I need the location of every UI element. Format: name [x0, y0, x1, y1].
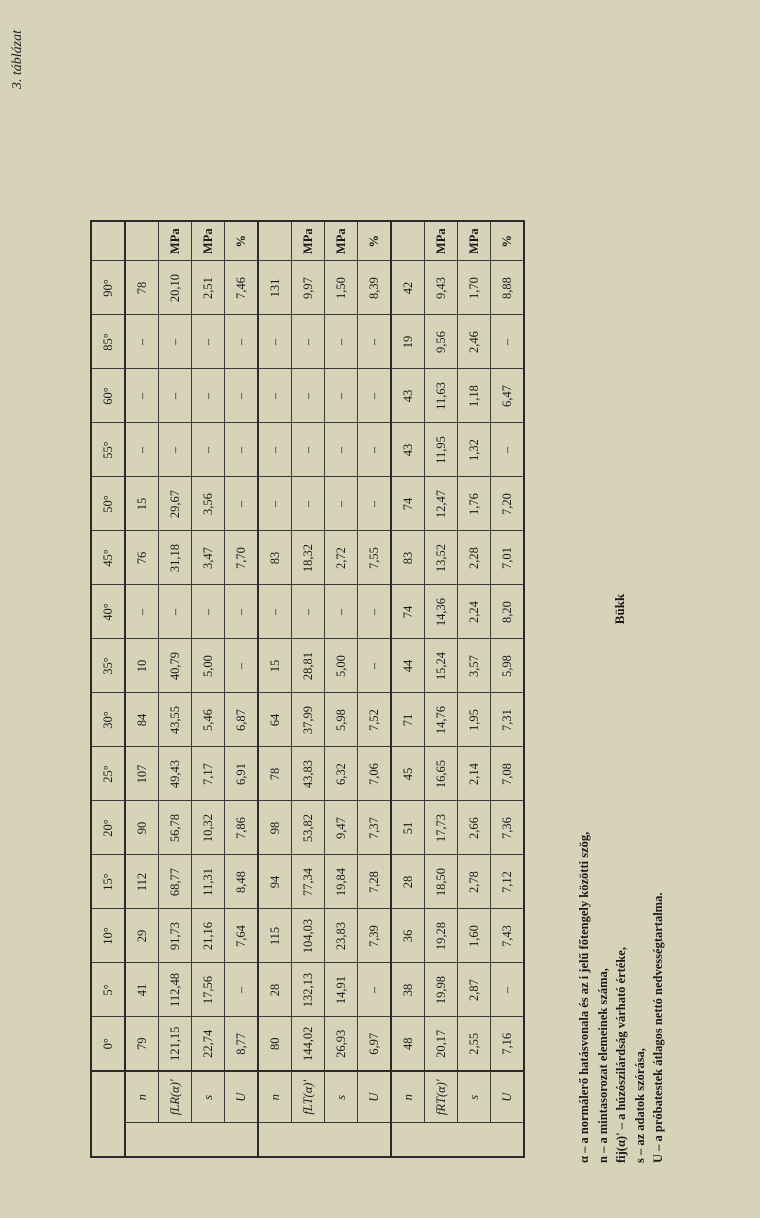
value-cell: 26,93 [325, 1017, 358, 1071]
unit-cell: MPa [458, 221, 491, 261]
table-row [192, 221, 225, 1157]
value-cell: 2,78 [458, 855, 491, 909]
unit-cell: % [491, 221, 525, 261]
value-cell: 2,55 [458, 1017, 491, 1071]
unit-cell: MPa [292, 221, 325, 261]
value-cell: 83 [258, 531, 292, 585]
unit-header [91, 221, 125, 261]
table-row [491, 221, 525, 1157]
value-cell: – [225, 315, 259, 369]
value-cell: 7,31 [491, 693, 525, 747]
unit-cell: % [358, 221, 392, 261]
value-cell: 29 [125, 909, 159, 963]
angle-header: 50° [91, 477, 125, 531]
value-cell: – [491, 423, 525, 477]
value-cell: 7,08 [491, 747, 525, 801]
value-cell: 10,32 [192, 801, 225, 855]
value-cell: 43 [391, 369, 425, 423]
value-cell: – [325, 315, 358, 369]
value-cell: – [225, 369, 259, 423]
value-cell: 2,14 [458, 747, 491, 801]
value-cell: 43,83 [292, 747, 325, 801]
angle-header: 10° [91, 909, 125, 963]
unit-cell [258, 221, 292, 261]
value-cell: 91,73 [159, 909, 192, 963]
value-cell: 12,47 [425, 477, 458, 531]
value-cell: 56,78 [159, 801, 192, 855]
value-cell: 84 [125, 693, 159, 747]
row-label: fLT(α)' [292, 1071, 325, 1123]
value-cell: 37,99 [292, 693, 325, 747]
value-cell: – [358, 585, 392, 639]
value-cell: – [258, 585, 292, 639]
value-cell: – [159, 423, 192, 477]
value-cell: 15 [258, 639, 292, 693]
table-row [125, 221, 159, 1157]
value-cell: 42 [391, 261, 425, 315]
table-row [292, 221, 325, 1157]
value-cell: – [258, 315, 292, 369]
value-cell: 9,43 [425, 261, 458, 315]
value-cell: 7,43 [491, 909, 525, 963]
unit-cell: MPa [192, 221, 225, 261]
group-spacer-cell [125, 1123, 258, 1157]
value-cell: 15 [125, 477, 159, 531]
unit-cell: MPa [425, 221, 458, 261]
row-label: U [358, 1071, 392, 1123]
value-cell: – [125, 585, 159, 639]
value-cell: 8,39 [358, 261, 392, 315]
row-label: n [391, 1071, 425, 1123]
value-cell: – [225, 423, 259, 477]
unit-cell: MPa [159, 221, 192, 261]
legend-line-n: n – a mintasorozat elemeinek száma, [595, 968, 610, 1163]
value-cell: 7,06 [358, 747, 392, 801]
value-cell: 64 [258, 693, 292, 747]
value-cell: – [258, 477, 292, 531]
value-cell: 7,46 [225, 261, 259, 315]
table-row [258, 221, 292, 1157]
value-cell: 2,24 [458, 585, 491, 639]
value-cell: – [125, 369, 159, 423]
value-cell: – [159, 369, 192, 423]
legend-line-alpha: α – a normálerő hatásvonala és az i jelű főtengely közötti szög, [577, 831, 591, 1163]
value-cell: 7,55 [358, 531, 392, 585]
value-cell: 43,55 [159, 693, 192, 747]
value-cell: 36 [391, 909, 425, 963]
value-cell: – [292, 369, 325, 423]
value-cell: 10 [125, 639, 159, 693]
angle-header: 45° [91, 531, 125, 585]
value-cell: 2,72 [325, 531, 358, 585]
value-cell: 1,32 [458, 423, 491, 477]
value-cell: 7,52 [358, 693, 392, 747]
value-cell: 9,47 [325, 801, 358, 855]
unit-cell: % [225, 221, 259, 261]
value-cell: 18,32 [292, 531, 325, 585]
angle-header: 30° [91, 693, 125, 747]
value-cell: 1,50 [325, 261, 358, 315]
value-cell: 144,02 [292, 1017, 325, 1071]
value-cell: 104,03 [292, 909, 325, 963]
unit-cell [125, 221, 159, 261]
value-cell: 49,43 [159, 747, 192, 801]
value-cell: 43 [391, 423, 425, 477]
row-label: s [325, 1071, 358, 1123]
row-label: s [192, 1071, 225, 1123]
value-cell: 8,48 [225, 855, 259, 909]
value-cell: – [258, 369, 292, 423]
angle-header: 0° [91, 1017, 125, 1071]
value-cell: 45 [391, 747, 425, 801]
angle-header: 15° [91, 855, 125, 909]
value-cell: – [292, 423, 325, 477]
value-cell: 98 [258, 801, 292, 855]
value-cell: 7,01 [491, 531, 525, 585]
value-cell: 23,83 [325, 909, 358, 963]
value-cell: 17,73 [425, 801, 458, 855]
value-cell: – [292, 585, 325, 639]
unit-cell [391, 221, 425, 261]
value-cell: 2,28 [458, 531, 491, 585]
value-cell: 31,18 [159, 531, 192, 585]
legend-line-u: U – a próbatestek átlagos nettó nedvességtartalma. [651, 892, 665, 1163]
value-cell: 19,98 [425, 963, 458, 1017]
value-cell: 77,34 [292, 855, 325, 909]
value-cell: 74 [391, 585, 425, 639]
row-label: U [225, 1071, 259, 1123]
row-label: fRT(α)' [425, 1071, 458, 1123]
value-cell: – [358, 315, 392, 369]
value-cell: 19 [391, 315, 425, 369]
angle-header: 40° [91, 585, 125, 639]
value-cell: 20,17 [425, 1017, 458, 1071]
value-cell: 28 [391, 855, 425, 909]
value-cell: – [491, 315, 525, 369]
value-cell: 68,77 [159, 855, 192, 909]
table-row [325, 221, 358, 1157]
value-cell: 28 [258, 963, 292, 1017]
value-cell: 11,63 [425, 369, 458, 423]
value-cell: 48 [391, 1017, 425, 1071]
angle-header: 85° [91, 315, 125, 369]
value-cell: 74 [391, 477, 425, 531]
value-cell: 6,47 [491, 369, 525, 423]
value-cell: – [225, 585, 259, 639]
value-cell: 7,28 [358, 855, 392, 909]
table-row [159, 221, 192, 1157]
value-cell: 17,56 [192, 963, 225, 1017]
value-cell: 19,84 [325, 855, 358, 909]
value-cell: 14,36 [425, 585, 458, 639]
value-cell: – [159, 585, 192, 639]
value-cell: 7,20 [491, 477, 525, 531]
value-cell: 7,64 [225, 909, 259, 963]
value-cell: – [225, 477, 259, 531]
value-cell: 78 [258, 747, 292, 801]
value-cell: 90 [125, 801, 159, 855]
value-cell: – [192, 423, 225, 477]
row-label: s [458, 1071, 491, 1123]
value-cell: 1,18 [458, 369, 491, 423]
table-row [425, 221, 458, 1157]
value-cell: 6,32 [325, 747, 358, 801]
value-cell: 21,16 [192, 909, 225, 963]
table-row [225, 221, 259, 1157]
angle-header: 90° [91, 261, 125, 315]
value-cell: 8,20 [491, 585, 525, 639]
value-cell: 9,97 [292, 261, 325, 315]
angle-header: 55° [91, 423, 125, 477]
header-corner-cell [91, 1071, 125, 1157]
value-cell: 3,47 [192, 531, 225, 585]
value-cell: 13,52 [425, 531, 458, 585]
value-cell: 2,87 [458, 963, 491, 1017]
value-cell: 41 [125, 963, 159, 1017]
value-cell: – [358, 369, 392, 423]
value-cell: – [292, 477, 325, 531]
table-title: Bükk [612, 593, 627, 625]
table-number-label: 3. táblázat [10, 30, 25, 90]
value-cell: 51 [391, 801, 425, 855]
value-cell: – [358, 423, 392, 477]
value-cell: 2,46 [458, 315, 491, 369]
value-cell: – [225, 639, 259, 693]
value-cell: 3,56 [192, 477, 225, 531]
row-label: n [258, 1071, 292, 1123]
value-cell: 71 [391, 693, 425, 747]
value-cell: – [192, 369, 225, 423]
value-cell: 1,60 [458, 909, 491, 963]
value-cell: 1,76 [458, 477, 491, 531]
data-table [90, 220, 525, 1158]
value-cell: 80 [258, 1017, 292, 1071]
angle-header: 5° [91, 963, 125, 1017]
value-cell: 7,16 [491, 1017, 525, 1071]
value-cell: 7,36 [491, 801, 525, 855]
value-cell: 2,51 [192, 261, 225, 315]
value-cell: 1,70 [458, 261, 491, 315]
value-cell: 7,39 [358, 909, 392, 963]
value-cell: 121,15 [159, 1017, 192, 1071]
angle-header-row [91, 221, 125, 1157]
value-cell: 5,00 [192, 639, 225, 693]
value-cell: 7,17 [192, 747, 225, 801]
value-cell: 29,67 [159, 477, 192, 531]
value-cell: 9,56 [425, 315, 458, 369]
angle-header: 20° [91, 801, 125, 855]
value-cell: – [225, 963, 259, 1017]
value-cell: – [358, 477, 392, 531]
value-cell: – [358, 639, 392, 693]
value-cell: 11,31 [192, 855, 225, 909]
value-cell: 15,24 [425, 639, 458, 693]
value-cell: 53,82 [292, 801, 325, 855]
value-cell: 8,77 [225, 1017, 259, 1071]
value-cell: 14,76 [425, 693, 458, 747]
legend-line-s: s – az adatok szórása, [632, 1048, 647, 1163]
value-cell: 20,10 [159, 261, 192, 315]
value-cell: 28,81 [292, 639, 325, 693]
value-cell: 1,95 [458, 693, 491, 747]
angle-header: 25° [91, 747, 125, 801]
value-cell: 5,46 [192, 693, 225, 747]
row-label: fLR(α)' [159, 1071, 192, 1123]
angle-header: 35° [91, 639, 125, 693]
value-cell: 3,57 [458, 639, 491, 693]
value-cell: 107 [125, 747, 159, 801]
value-cell: 22,74 [192, 1017, 225, 1071]
legend [575, 832, 668, 1163]
value-cell: 5,00 [325, 639, 358, 693]
value-cell: 38 [391, 963, 425, 1017]
value-cell: 40,79 [159, 639, 192, 693]
value-cell: 76 [125, 531, 159, 585]
value-cell: 11,95 [425, 423, 458, 477]
value-cell: 112,48 [159, 963, 192, 1017]
value-cell: – [325, 585, 358, 639]
group-spacer-cell [391, 1123, 524, 1157]
row-label: n [125, 1071, 159, 1123]
table-row [391, 221, 425, 1157]
value-cell: 78 [125, 261, 159, 315]
table-row [458, 221, 491, 1157]
value-cell: 79 [125, 1017, 159, 1071]
value-cell: 7,86 [225, 801, 259, 855]
value-cell: – [491, 963, 525, 1017]
value-cell: 112 [125, 855, 159, 909]
value-cell: 2,66 [458, 801, 491, 855]
value-cell: 5,98 [491, 639, 525, 693]
value-cell: 115 [258, 909, 292, 963]
value-cell: – [292, 315, 325, 369]
angle-header: 60° [91, 369, 125, 423]
row-label: U [491, 1071, 525, 1123]
value-cell: 14,91 [325, 963, 358, 1017]
value-cell: – [125, 423, 159, 477]
value-cell: – [159, 315, 192, 369]
value-cell: 132,13 [292, 963, 325, 1017]
value-cell: 6,87 [225, 693, 259, 747]
value-cell: – [325, 369, 358, 423]
value-cell: 7,70 [225, 531, 259, 585]
value-cell: 19,28 [425, 909, 458, 963]
value-cell: 6,91 [225, 747, 259, 801]
value-cell: – [192, 585, 225, 639]
value-cell: – [192, 315, 225, 369]
value-cell: 6,97 [358, 1017, 392, 1071]
group-spacer-cell [258, 1123, 391, 1157]
value-cell: 18,50 [425, 855, 458, 909]
value-cell: 94 [258, 855, 292, 909]
value-cell: – [125, 315, 159, 369]
value-cell: – [258, 423, 292, 477]
value-cell: 7,37 [358, 801, 392, 855]
value-cell: 5,98 [325, 693, 358, 747]
value-cell: 131 [258, 261, 292, 315]
value-cell: 83 [391, 531, 425, 585]
value-cell: – [358, 963, 392, 1017]
value-cell: 7,12 [491, 855, 525, 909]
table-row [358, 221, 392, 1157]
value-cell: – [325, 423, 358, 477]
value-cell: 16,65 [425, 747, 458, 801]
unit-cell: MPa [325, 221, 358, 261]
legend-line-f: fij(α)' – a húzószilárdság várható értéke, [614, 947, 628, 1163]
value-cell: 44 [391, 639, 425, 693]
value-cell: – [325, 477, 358, 531]
value-cell: 8,88 [491, 261, 525, 315]
